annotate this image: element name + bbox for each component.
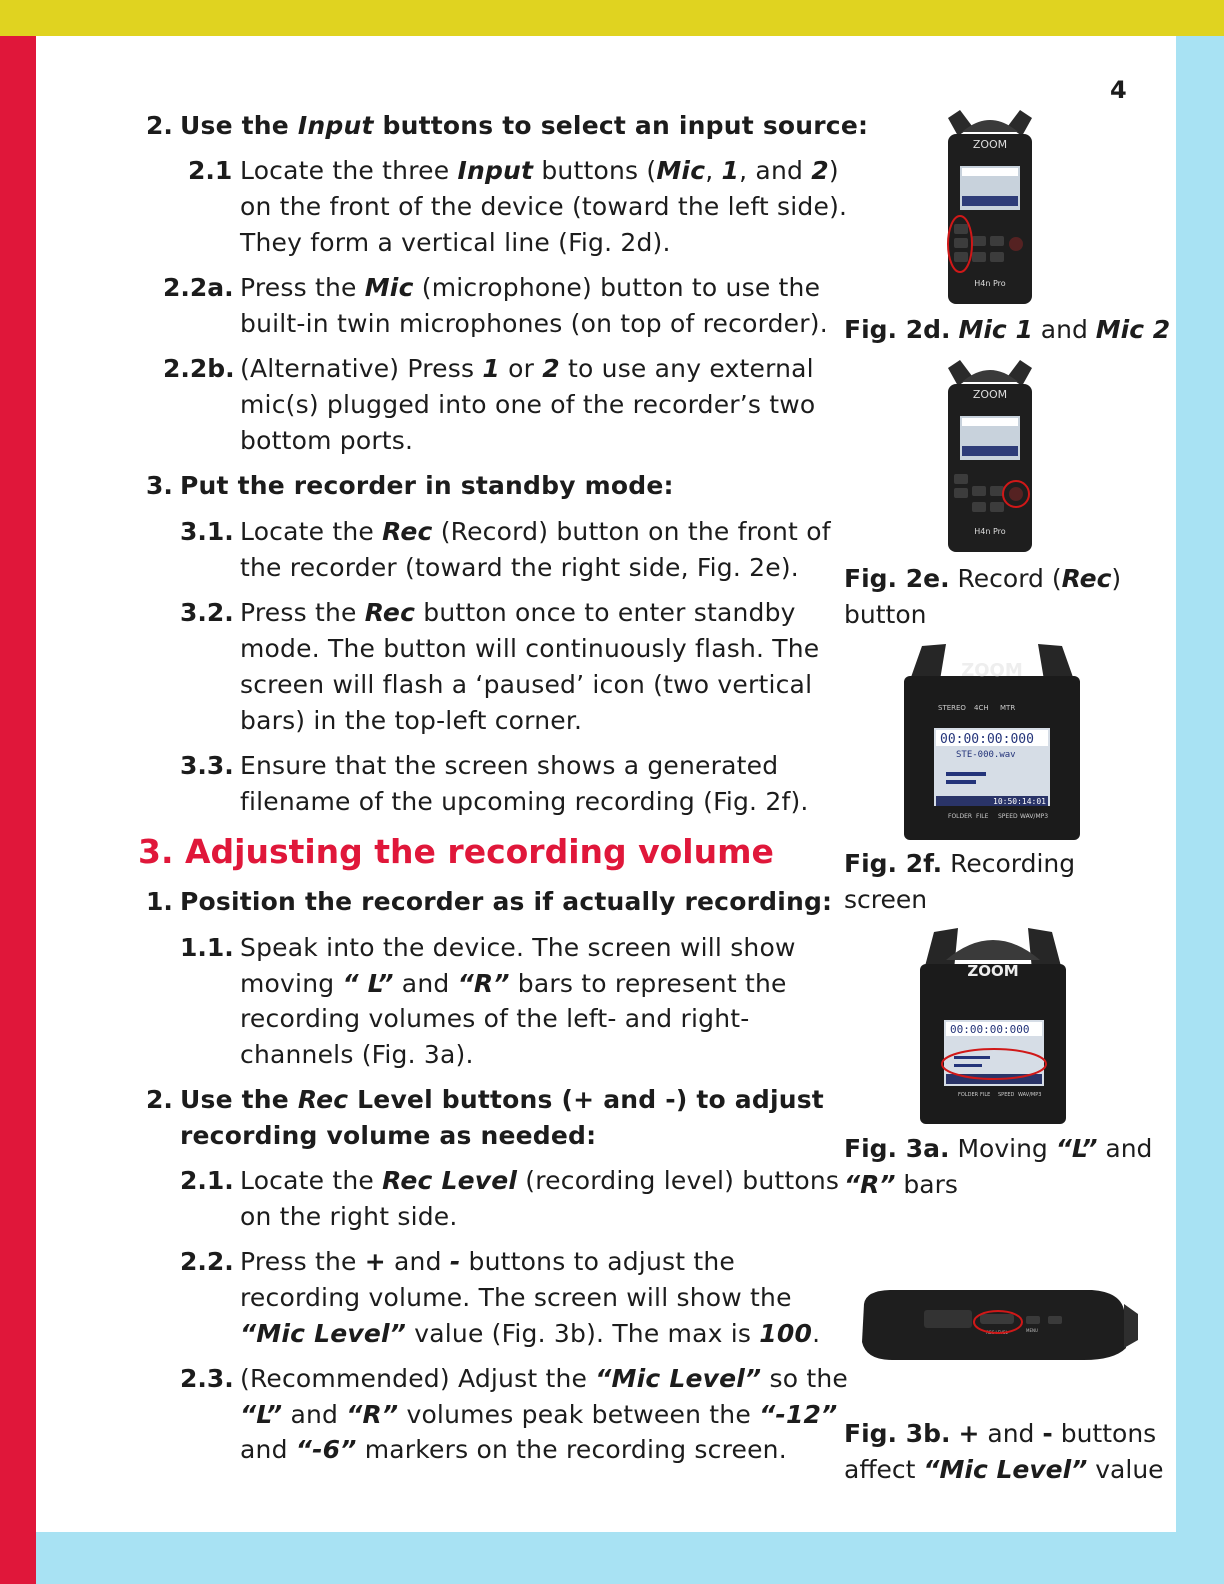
figure-2e-caption: Fig. 2e. Record (Rec) (844, 564, 1122, 593)
step-heading: Put the recorder in standby mode: (180, 471, 674, 500)
svg-text:REC LEVEL: REC LEVEL (986, 1330, 1008, 1335)
figure-2d-caption: Fig. 2d. Mic 1 and Mic 2 (844, 315, 1171, 344)
svg-text:FOLDER: FOLDER (958, 1092, 979, 1098)
substep-text: Press the Mic (microphone) button to use the (240, 273, 821, 302)
figure-3a-lr-bars (918, 924, 1068, 1124)
left-color-bar (0, 36, 36, 1584)
substep-number: 1.1. (180, 933, 234, 962)
svg-text:10:50:14:01: 10:50:14:01 (993, 797, 1046, 806)
figure-2f-caption-line2: screen (844, 885, 928, 914)
svg-text:STEREO: STEREO (938, 704, 966, 712)
substep-text: Press the Rec button once to enter standby (240, 598, 796, 627)
figure-3a-caption-line2: “R” bars (844, 1170, 958, 1199)
svg-text:00:00:00:000: 00:00:00:000 (940, 732, 1034, 747)
svg-text:00:00:00:000: 00:00:00:000 (950, 1023, 1030, 1036)
svg-text:SPEED: SPEED (998, 813, 1018, 820)
substep-text: “Mic Level” value (Fig. 3b). The max is 100. (240, 1319, 821, 1348)
substep-text: moving “ L” and “R” bars to represent the (240, 969, 787, 998)
substep-text: the recorder (toward the right side, Fig. 2e). (240, 553, 799, 582)
substep-text: (Recommended) Adjust the “Mic Level” so the (240, 1364, 848, 1393)
svg-text:STE-000.wav: STE-000.wav (956, 750, 1016, 760)
substep-text: mic(s) plugged into one of the recorder’s two (240, 390, 816, 419)
svg-text:FOLDER: FOLDER (948, 813, 973, 820)
svg-text:WAV/MP3: WAV/MP3 (1020, 813, 1049, 820)
bottom-color-bar (36, 1532, 1176, 1584)
figure-3b-caption: Fig. 3b. + and - buttons (844, 1419, 1157, 1448)
substep-number: 3.2. (180, 598, 234, 627)
substep-number: 2.2a. (163, 273, 234, 302)
step-number: 2. (146, 1085, 173, 1114)
substep-text: channels (Fig. 3a). (240, 1040, 474, 1069)
substep-text: bars) in the top-left corner. (240, 706, 583, 735)
svg-text:MENU: MENU (1026, 1328, 1038, 1333)
step-heading: Position the recorder as if actually recording: (180, 887, 833, 916)
svg-text:ZOOM: ZOOM (972, 388, 1008, 401)
svg-text:4CH: 4CH (974, 704, 989, 712)
svg-text:WAV/MP3: WAV/MP3 (1018, 1092, 1042, 1098)
figure-2e-recorder-rec-button (940, 356, 1040, 554)
substep-text: mode. The button will continuously flash. The (240, 634, 820, 663)
substep-text: filename of the upcoming recording (Fig. 2f). (240, 787, 809, 816)
substep-text: Locate the Rec Level (recording level) buttons (240, 1166, 840, 1195)
figure-2d-recorder-input-buttons (940, 106, 1040, 306)
section-heading: 3. Adjusting the recording volume (138, 832, 774, 871)
substep-text: Ensure that the screen shows a generated (240, 751, 779, 780)
substep-number: 3.1. (180, 517, 234, 546)
substep-text: screen will flash a ‘paused’ icon (two vertical (240, 670, 813, 699)
step-number: 1. (146, 887, 173, 916)
substep-text: bottom ports. (240, 426, 414, 455)
svg-text:MTR: MTR (1000, 704, 1016, 712)
substep-text: recording volumes of the left- and right- (240, 1004, 750, 1033)
top-color-bar (0, 0, 1224, 36)
svg-text:ZOOM: ZOOM (972, 138, 1008, 151)
substep-text: “L” and “R” volumes peak between the “-12” (240, 1400, 838, 1429)
substep-text: built-in twin microphones (on top of recorder). (240, 309, 828, 338)
substep-text: They form a vertical line (Fig. 2d). (240, 228, 671, 257)
substep-text: on the front of the device (toward the left side). (240, 192, 848, 221)
substep-text: recording volume. The screen will show the (240, 1283, 792, 1312)
figure-2e-caption-line2: button (844, 600, 927, 629)
substep-number: 2.1. (180, 1166, 234, 1195)
substep-number: 2.1 (188, 156, 233, 185)
svg-text:FILE: FILE (980, 1092, 991, 1098)
substep-text: Press the + and - buttons to adjust the (240, 1247, 735, 1276)
figure-2f-caption: Fig. 2f. Recording (844, 849, 1076, 878)
step-number: 2. (146, 111, 173, 140)
substep-number: 3.3. (180, 751, 234, 780)
step-number: 3. (146, 471, 173, 500)
step-heading: Use the Input buttons to select an input source: (180, 111, 869, 140)
step-heading: recording volume as needed: (180, 1121, 597, 1150)
svg-text:H4n Pro: H4n Pro (974, 279, 1006, 288)
svg-text:H4n Pro: H4n Pro (974, 527, 1006, 536)
svg-text:SPEED: SPEED (998, 1092, 1015, 1098)
page-number: 4 (1110, 76, 1127, 104)
figure-3a-caption: Fig. 3a. Moving “L” and (844, 1134, 1153, 1163)
svg-text:FILE: FILE (976, 813, 989, 820)
svg-text:ZOOM: ZOOM (961, 660, 1023, 681)
step-heading: Use the Rec Level buttons (+ and -) to adjust (180, 1085, 824, 1114)
figure-3b-caption-line2: affect “Mic Level” value (844, 1455, 1164, 1484)
figure-2f-recording-screen (900, 640, 1084, 840)
right-color-bar (1176, 36, 1224, 1584)
svg-text:ZOOM: ZOOM (967, 962, 1019, 980)
substep-text: and “-6” markers on the recording screen. (240, 1435, 787, 1464)
figure-3b-rec-level-buttons (852, 1270, 1142, 1370)
substep-text: Speak into the device. The screen will show (240, 933, 796, 962)
substep-text: Locate the Rec (Record) button on the front of (240, 517, 831, 546)
substep-number: 2.3. (180, 1364, 234, 1393)
substep-text: Locate the three Input buttons (Mic, 1, and 2) (240, 156, 839, 185)
substep-number: 2.2. (180, 1247, 234, 1276)
substep-number: 2.2b. (163, 354, 235, 383)
substep-text: (Alternative) Press 1 or 2 to use any external (240, 354, 814, 383)
substep-text: on the right side. (240, 1202, 458, 1231)
